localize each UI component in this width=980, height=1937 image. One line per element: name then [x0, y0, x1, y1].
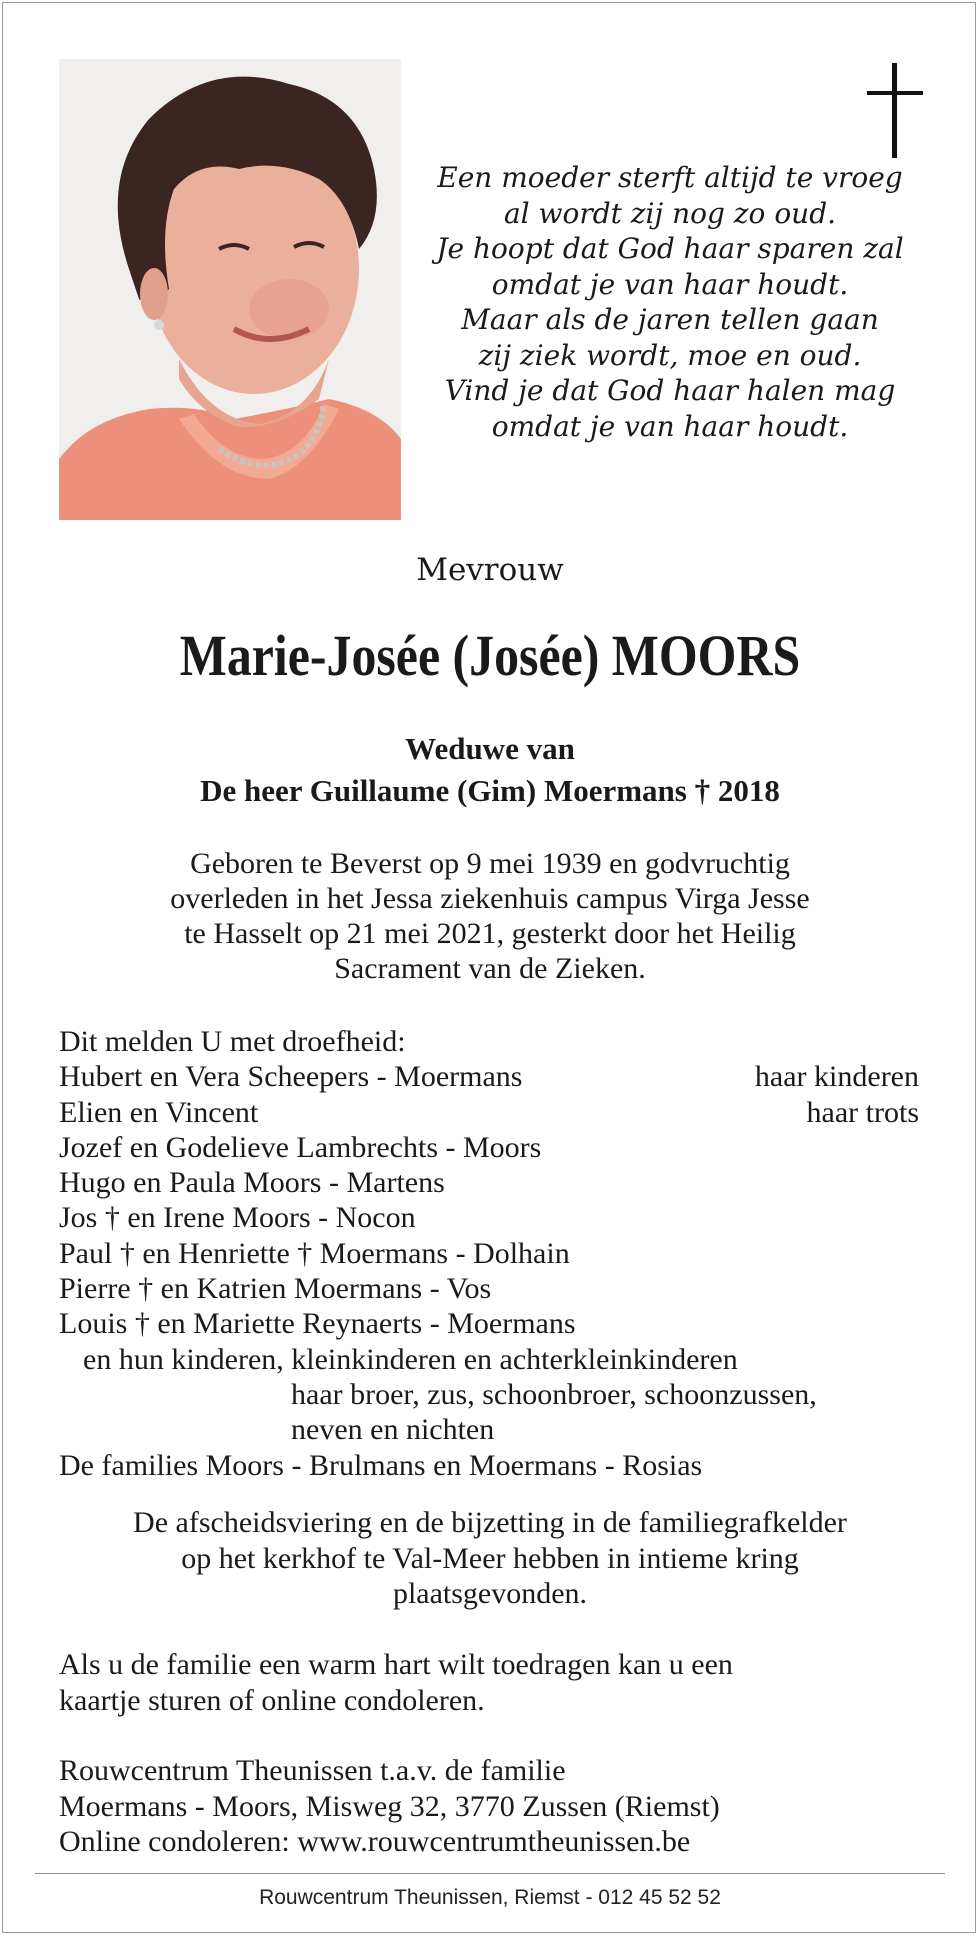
family-row [59, 1306, 919, 1341]
siblings-line: haar broer, zus, schoonbroer, schoonzussen, [291, 1377, 817, 1411]
poem [430, 160, 910, 444]
family-row [59, 1130, 919, 1165]
widow-of-label: Weduwe van [405, 731, 575, 766]
born-line: te Hasselt op 21 mei 2021, gesterkt door het Heilig [184, 917, 796, 950]
honorific: Mevrouw [416, 552, 564, 588]
portrait-photo [59, 59, 401, 520]
family-member: Hugo en Paula Moors - Martens [59, 1166, 445, 1200]
poem-line: zij ziek wordt, moe en oud. [478, 338, 862, 372]
spouse-info [40, 728, 940, 812]
birth-death-info [40, 846, 940, 986]
poem-line: omdat je van haar houdt. [491, 267, 849, 301]
footer-divider [35, 1873, 945, 1874]
family-member: Hubert en Vera Scheepers - Moermans [59, 1060, 523, 1094]
condolence-line: kaartje sturen of online condoleren. [59, 1683, 485, 1717]
family-list [59, 1024, 919, 1483]
born-line: Geboren te Beverst op 9 mei 1939 en godvruchtig [190, 847, 790, 880]
poem-line: omdat je van haar houdt. [491, 409, 849, 443]
ceremony-notice [40, 1505, 940, 1612]
condolence-line: Als u de familie een warm hart wilt toedragen kan u een [59, 1648, 733, 1681]
family-intro: Dit melden U met droefheid: [59, 1025, 406, 1058]
condolence-notice [59, 1647, 919, 1718]
families-line: De families Moors - Brulmans en Moermans - Rosias [59, 1448, 703, 1482]
ceremony-line: op het kerkhof te Val-Meer hebben in intieme kring [181, 1541, 799, 1575]
born-line: Sacrament van de Zieken. [334, 952, 646, 985]
ceremony-line: plaatsgevonden. [392, 1577, 588, 1610]
family-relation: haar trots [806, 1095, 919, 1129]
born-line: overleden in het Jessa ziekenhuis campus Virga Jesse [170, 882, 810, 915]
spouse-name: De heer Guillaume (Gim) Moermans † 2018 [200, 773, 780, 808]
descendants-line: en hun kinderen, kleinkinderen en achterkleinkinderen [83, 1342, 738, 1376]
address-line: Moermans - Moors, Misweg 32, 3770 Zussen (Riemst) [59, 1789, 720, 1823]
latin-cross-icon [867, 63, 923, 158]
poem-line: Een moeder sterft altijd te vroeg [437, 161, 903, 194]
footer-text: Rouwcentrum Theunissen, Riemst - 012 45 52 52 [259, 1886, 721, 1909]
family-row [59, 1095, 919, 1130]
family-relation: haar kinderen [754, 1060, 919, 1094]
ceremony-line: De afscheidsviering en de bijzetting in de familiegrafkelder [133, 1506, 847, 1539]
family-row [59, 1059, 919, 1094]
family-member: Paul † en Henriette † Moermans - Dolhain [59, 1236, 570, 1270]
poem-line: Vind je dat God haar halen mag [444, 374, 896, 407]
family-row [59, 1236, 919, 1271]
siblings-line: neven en nichten [291, 1413, 495, 1447]
family-member: Pierre † en Katrien Moermans - Vos [59, 1272, 492, 1306]
poem-line: Maar als de jaren tellen gaan [461, 303, 879, 336]
poem-line: Je hoopt dat God haar sparen zal [436, 232, 904, 265]
address-line: Rouwcentrum Theunissen t.a.v. de familie [59, 1754, 566, 1787]
family-row [59, 1271, 919, 1306]
family-member: Jos † en Irene Moors - Nocon [59, 1201, 416, 1235]
family-row [59, 1200, 919, 1235]
family-member: Louis † en Mariette Reynaerts - Moermans [59, 1307, 576, 1341]
family-row [59, 1165, 919, 1200]
address-line: Online condoleren: www.rouwcentrumtheunissen.be [59, 1825, 691, 1858]
deceased-name: Marie-Josée (Josée) MOORS [179, 623, 801, 688]
contact-address [59, 1753, 919, 1860]
poem-line: al wordt zij nog zo oud. [503, 196, 837, 230]
family-member: Elien en Vincent [59, 1095, 259, 1129]
family-member: Jozef en Godelieve Lambrechts - Moors [59, 1130, 542, 1164]
